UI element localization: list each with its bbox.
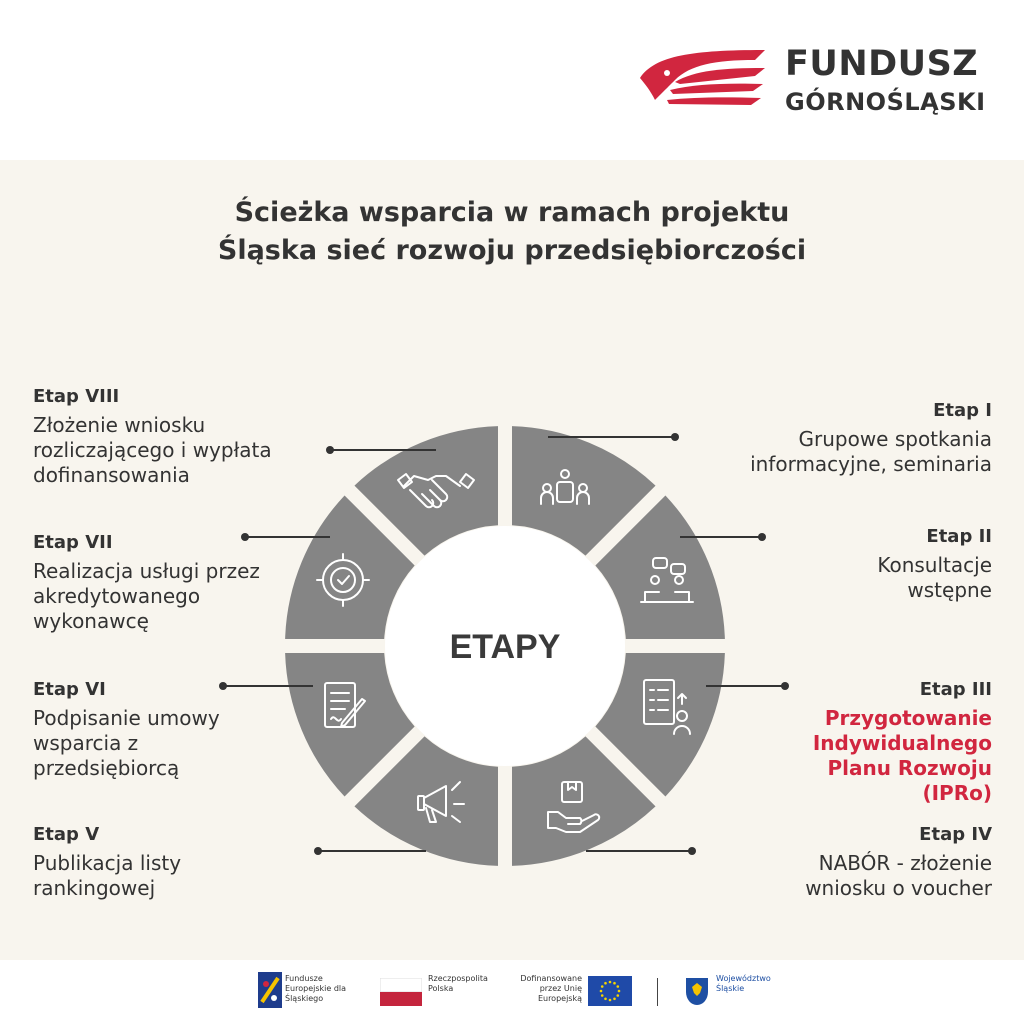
stage-label-6 [33,677,333,781]
logo-line2: GÓRNOŚLĄSKI [785,88,986,116]
title-line1: Ścieżka wsparcia w ramach projektu [234,197,790,228]
stage-6-desc: Podpisanie umowy wsparcia z przedsiębiorcą [33,706,220,780]
ue-text: Dofinansowane przez Unię Europejską [520,974,582,1003]
eu-star [600,990,603,993]
stage-7-title: Etap VII [33,532,113,553]
stage-7-desc: Realizacja usługi przez akredytowanego wykonawcę [33,559,260,633]
eu-star [618,990,621,993]
stage-1-desc: Grupowe spotkania informacyjne, seminaria [750,427,992,476]
stage-label-7 [33,530,333,634]
stage-6-title: Etap VI [33,679,106,700]
stage-label-3 [692,677,992,806]
woj-text: Województwo Śląskie [716,974,771,993]
stage-label-4 [692,822,992,901]
eu-star [609,981,612,984]
stage-4-title: Etap IV [919,824,992,845]
stage-8-title: Etap VIII [33,386,120,407]
stage-3-desc: Przygotowanie Indywidualnego Planu Rozwoju (IPRo) [812,706,992,805]
stage-4-desc: NABÓR - złożenie wniosku o voucher [805,851,992,900]
fe-logo-icon [258,972,282,1008]
eu-star [609,999,612,1002]
eu-star [601,985,604,988]
rp-text: Rzeczpospolita Polska [428,974,488,993]
stage-5-desc: Publikacja listy rankingowej [33,851,182,900]
title-line2: Śląska sieć rozwoju przedsiębiorczości [217,235,807,266]
eu-star [604,982,607,985]
eu-star [616,994,619,997]
pl-flag-icon [380,978,422,1006]
eu-flag-icon [588,976,632,1006]
silesia-crest-icon [684,976,710,1008]
stage-5-title: Etap V [33,824,100,845]
connector-dot-1 [671,433,679,441]
eu-star [613,982,616,985]
stage-label-1 [692,398,992,477]
logo-line1: FUNDUSZ [785,44,979,84]
footer-divider [657,978,658,1006]
stage-8-desc: Złożenie wniosku rozliczającego i wypłata dofinansowania [33,413,272,487]
stage-2-title: Etap II [926,526,992,547]
fe-logo-text: Fundusze Europejskie dla Śląskiego [285,974,347,1003]
eu-star [601,994,604,997]
eu-star [613,997,616,1000]
center-label: ETAPY [449,628,561,666]
stage-label-5 [33,822,333,901]
stage-1-title: Etap I [933,400,992,421]
stage-3-title: Etap III [919,679,992,700]
stage-2-desc: Konsultacje wstępne [877,553,992,602]
stage-label-2 [692,524,992,603]
stage-label-8 [33,384,333,488]
eu-star [604,997,607,1000]
eu-star [616,985,619,988]
